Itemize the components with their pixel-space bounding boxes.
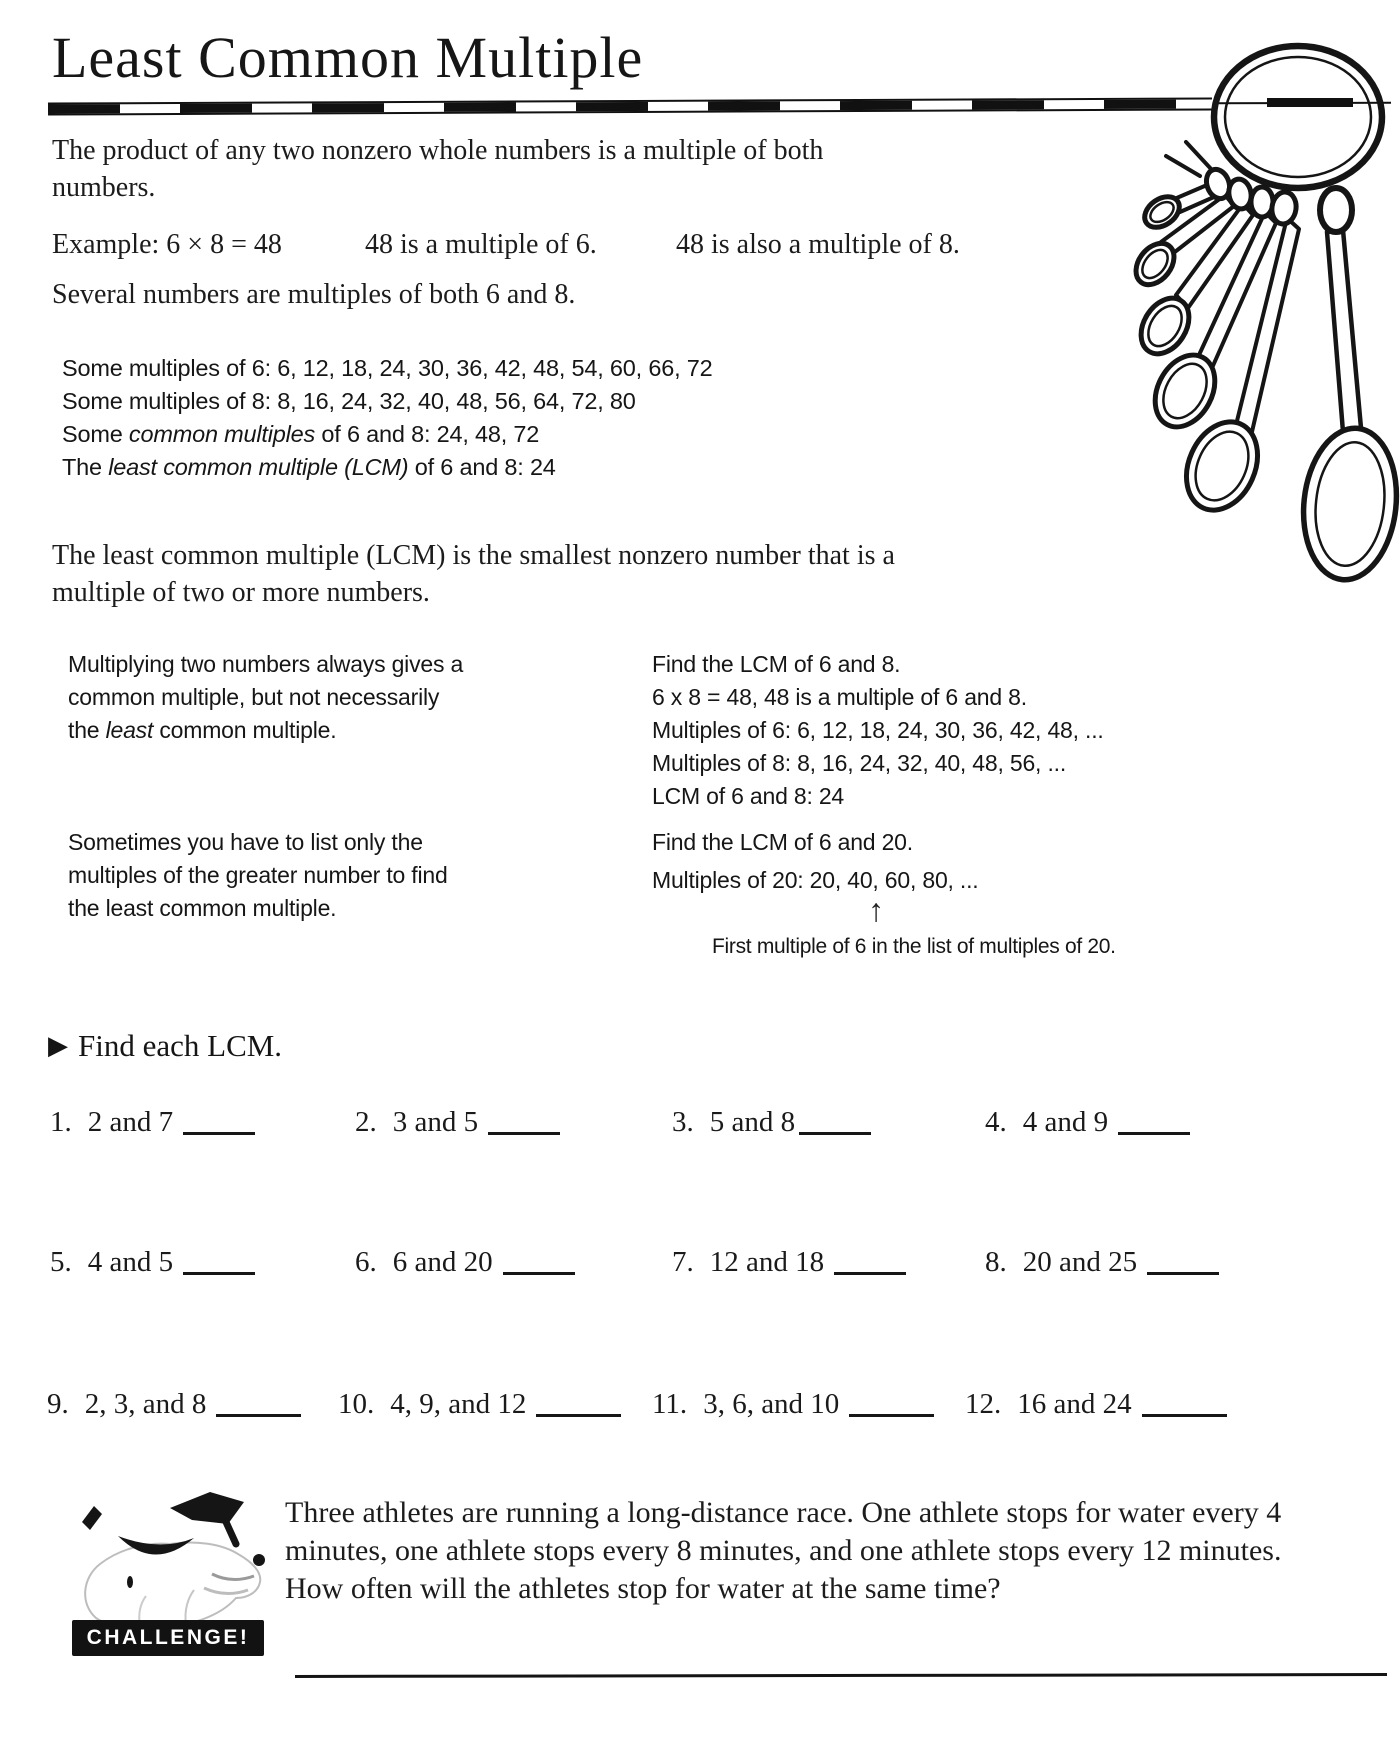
answer-blank[interactable] <box>834 1268 906 1275</box>
answer-blank[interactable] <box>1147 1268 1219 1275</box>
example-fact-2: 48 is also a multiple of 8. <box>676 229 960 260</box>
multiples-of-6-line: Some multiples of 6: 6, 12, 18, 24, 30, 36, 42, 48, 54, 60, 66, 72 <box>62 355 713 381</box>
answer-blank[interactable] <box>488 1128 560 1135</box>
answer-blank[interactable] <box>1142 1410 1227 1417</box>
problem-item: 7. 12 and 18 <box>672 1246 906 1279</box>
title-rule <box>48 97 1212 115</box>
problem-item: 9. 2, 3, and 8 <box>47 1388 301 1421</box>
left-note-1: Multiplying two numbers always gives a common multiple, but not necessarily the least common multiple. <box>68 651 464 743</box>
right-example-1-line: Multiples of 8: 8, 16, 24, 32, 40, 48, 56, ... <box>652 750 1067 776</box>
problem-item: 12. 16 and 24 <box>965 1388 1227 1421</box>
answer-blank[interactable] <box>799 1128 871 1135</box>
dog-illustration <box>66 1486 271 1631</box>
measuring-spoons-illustration <box>1050 26 1400 606</box>
up-arrow-icon: ↑ <box>868 892 884 928</box>
answer-blank[interactable] <box>183 1268 255 1275</box>
problem-item: 5. 4 and 5 <box>50 1246 255 1279</box>
problem-item: 2. 3 and 5 <box>355 1106 560 1139</box>
answer-blank[interactable] <box>216 1410 301 1417</box>
problem-item: 6. 6 and 20 <box>355 1246 575 1279</box>
page-title: Least Common Multiple <box>52 25 644 90</box>
intro-paragraph: The product of any two nonzero whole numbers is a multiple of both numbers. <box>52 135 824 203</box>
arrow-bullet-icon: ▶ <box>48 1031 68 1060</box>
common-multiples-line: Some common multiples of 6 and 8: 24, 48, 72 <box>62 421 540 447</box>
problem-item: 10. 4, 9, and 12 <box>338 1388 621 1421</box>
left-note-2: Sometimes you have to list only the multiples of the greater number to find the least common multiple. <box>68 829 448 921</box>
directions-line <box>48 1028 282 1064</box>
problem-item: 4. 4 and 9 <box>985 1106 1190 1139</box>
arrow-caption: First multiple of 6 in the list of multiples of 20. <box>712 935 1116 958</box>
problem-item: 1. 2 and 7 <box>50 1106 255 1139</box>
problem-item: 11. 3, 6, and 10 <box>652 1388 934 1421</box>
right-example-1 <box>652 648 1104 813</box>
answer-blank[interactable] <box>183 1128 255 1135</box>
example-label: Example: 6 × 8 = 48 <box>52 229 282 260</box>
problem-item: 8. 20 and 25 <box>985 1246 1219 1279</box>
lcm-line: The least common multiple (LCM) of 6 and 8: 24 <box>62 454 556 480</box>
right-example-2-line1: Find the LCM of 6 and 20. <box>652 829 913 855</box>
answer-blank[interactable] <box>849 1410 934 1417</box>
example-fact-1: 48 is a multiple of 6. <box>365 229 597 260</box>
directions-text: Find each LCM. <box>78 1028 283 1063</box>
problem-item: 3. 5 and 8 <box>672 1106 871 1139</box>
right-example-1-line: LCM of 6 and 8: 24 <box>652 783 845 809</box>
right-example-1-line: 6 x 8 = 48, 48 is a multiple of 6 and 8. <box>652 684 1027 710</box>
answer-blank[interactable] <box>536 1410 621 1417</box>
right-example-2-line2: Multiples of 20: 20, 40, 60, 80, ... <box>652 867 979 893</box>
multiples-list <box>62 352 712 484</box>
lcm-definition: The least common multiple (LCM) is the smallest nonzero number that is a multiple of two or more numbers. <box>52 540 895 608</box>
answer-blank[interactable] <box>1118 1128 1190 1135</box>
challenge-answer-line[interactable] <box>295 1673 1387 1678</box>
challenge-text: Three athletes are running a long-distance race. One athlete stops for water every 4 minutes, one athlete stops every 8 minutes, and one athlete stops every 12 minutes. How often will the athletes stop for water at the same time? <box>285 1496 1282 1605</box>
multiples-of-8-line: Some multiples of 8: 8, 16, 24, 32, 40, 48, 56, 64, 72, 80 <box>62 388 636 414</box>
challenge-stamp: CHALLENGE! <box>72 1620 264 1656</box>
several-multiples-line: Several numbers are multiples of both 6 and 8. <box>52 279 576 310</box>
right-example-1-line: Find the LCM of 6 and 8. <box>652 651 901 677</box>
answer-blank[interactable] <box>503 1268 575 1275</box>
right-example-1-line: Multiples of 6: 6, 12, 18, 24, 30, 36, 42, 48, ... <box>652 717 1104 743</box>
